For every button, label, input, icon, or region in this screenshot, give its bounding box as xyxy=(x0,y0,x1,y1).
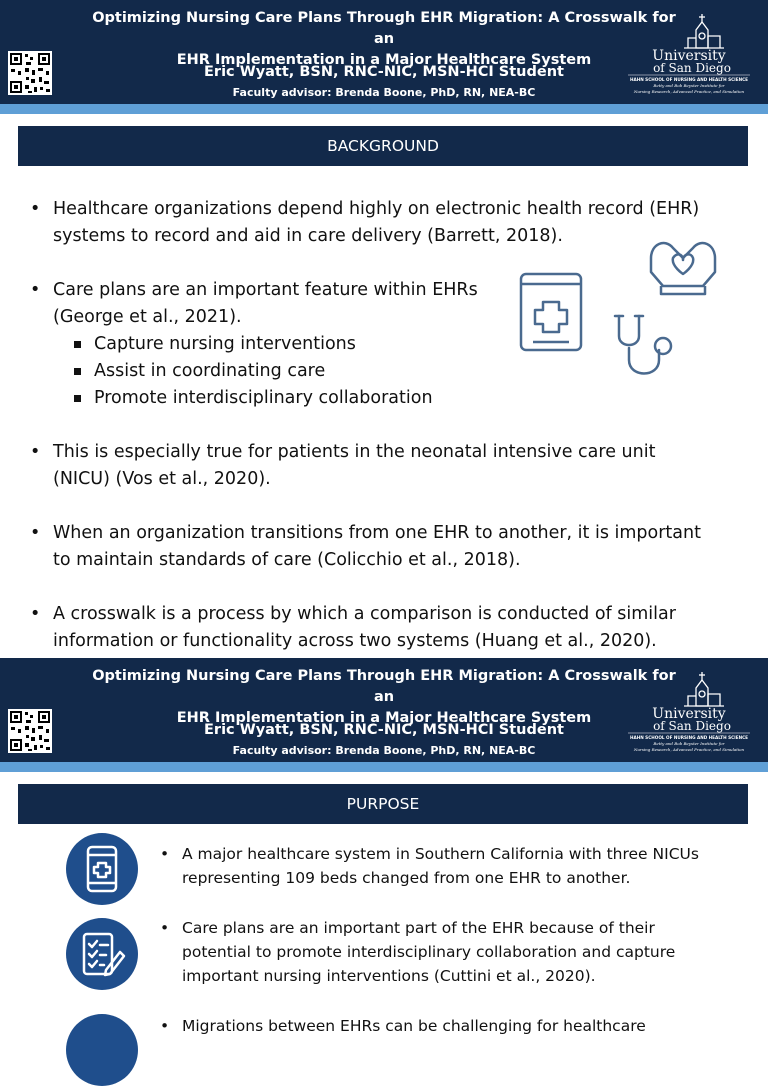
square-bullet xyxy=(74,368,81,375)
bullet-text: Healthcare organizations depend highly on electronic health record (EHR) xyxy=(53,199,700,219)
stethoscope-icon xyxy=(615,316,671,374)
bullet-dot: • xyxy=(30,280,41,300)
bullet-text: to maintain standards of care (Colicchio et al., 2018). xyxy=(53,550,521,570)
bullet-dot: • xyxy=(30,199,41,219)
poster-header xyxy=(0,658,768,762)
bullet-text: Care plans are an important feature within EHRs xyxy=(53,280,478,300)
checklist-pen-icon xyxy=(66,918,138,990)
transfer-icon xyxy=(66,1014,138,1086)
bullet-dot: • xyxy=(30,604,41,624)
header-stripe xyxy=(0,762,768,772)
square-bullet xyxy=(74,341,81,348)
sub-bullet-text: Promote interdisciplinary collaboration xyxy=(94,388,433,408)
header-stripe xyxy=(0,104,768,114)
purpose-text xyxy=(160,916,740,988)
bullet-text: information or functionality across two systems (Huang et al., 2020). xyxy=(53,631,657,651)
purpose-line: Migrations between EHRs can be challenging for healthcare xyxy=(182,1017,646,1035)
svg-text:HAHN SCHOOL OF NURSING AND HEA: HAHN SCHOOL OF NURSING AND HEALTH SCIENCE xyxy=(629,77,749,82)
purpose-text xyxy=(160,842,740,890)
bullet-text: This is especially true for patients in the neonatal intensive care unit xyxy=(53,442,656,462)
sub-bullet-text: Assist in coordinating care xyxy=(94,361,326,381)
bullet-text: (NICU) (Vos et al., 2020). xyxy=(53,469,271,489)
purpose-line: representing 109 beds changed from one EHR to another. xyxy=(182,869,631,887)
bullet-text: systems to record and aid in care delivery (Barrett, 2018). xyxy=(53,226,563,246)
svg-text:Nursing Research, Advanced Pra: Nursing Research, Advanced Practice, and Simulation xyxy=(633,89,745,94)
svg-text:Nursing Research, Advanced Pra: Nursing Research, Advanced Practice, and Simulation xyxy=(633,747,745,752)
university-logo xyxy=(624,666,754,754)
square-bullet xyxy=(74,395,81,402)
bullet-text: When an organization transitions from one EHR to another, it is important xyxy=(53,523,701,543)
sub-bullet-text: Capture nursing interventions xyxy=(94,334,356,354)
poster-title xyxy=(80,666,688,729)
svg-text:Betty and Bob Beyster Institut: Betty and Bob Beyster Institute for xyxy=(653,741,725,746)
qr-code-icon[interactable] xyxy=(8,51,52,95)
purpose-line: A major healthcare system in Southern California with three NICUs xyxy=(182,845,699,863)
bullet-text: (George et al., 2021). xyxy=(53,307,242,327)
medical-record-icon xyxy=(521,274,581,350)
svg-text:Betty and Bob Beyster Institut: Betty and Bob Beyster Institute for xyxy=(653,83,725,88)
list-item xyxy=(30,439,730,493)
bullet-dot: • xyxy=(30,442,41,462)
svg-text:of San Diego: of San Diego xyxy=(653,719,731,733)
title-line-1: Optimizing Nursing Care Plans Through EHR Migration: A Crosswalk for an xyxy=(92,668,676,705)
bullet-text: A crosswalk is a process by which a comparison is conducted of similar xyxy=(53,604,676,624)
list-item xyxy=(30,520,730,574)
purpose-heading: PURPOSE xyxy=(18,784,748,824)
university-logo xyxy=(624,8,754,96)
qr-code-icon[interactable] xyxy=(8,709,52,753)
bullet-dot: • xyxy=(30,523,41,543)
purpose-line: important nursing interventions (Cuttini et al., 2020). xyxy=(182,967,596,985)
title-line-2: EHR Implementation in a Major Healthcare System xyxy=(176,710,592,726)
author-name: Eric Wyatt, BSN, RNC-NIC, MSN-HCI Student xyxy=(204,64,564,80)
svg-text:HAHN SCHOOL OF NURSING AND HEA: HAHN SCHOOL OF NURSING AND HEALTH SCIENCE xyxy=(629,735,749,740)
svg-text:University: University xyxy=(652,48,726,64)
svg-text:of San Diego: of San Diego xyxy=(653,61,731,75)
purpose-line: Care plans are an important part of the EHR because of their xyxy=(182,919,655,937)
faculty-advisor: Faculty advisor: Brenda Boone, PhD, RN, NEA-BC xyxy=(232,86,536,99)
tablet-medical-icon xyxy=(66,833,138,905)
health-icons-group xyxy=(515,232,725,392)
author-name: Eric Wyatt, BSN, RNC-NIC, MSN-HCI Student xyxy=(204,722,564,738)
bullet-dot: • xyxy=(160,919,170,937)
faculty-advisor: Faculty advisor: Brenda Boone, PhD, RN, NEA-BC xyxy=(232,744,536,757)
heart-hands-icon xyxy=(651,243,715,294)
background-heading: BACKGROUND xyxy=(18,126,748,166)
bullet-dot: • xyxy=(160,845,170,863)
purpose-text xyxy=(160,1014,740,1038)
bullet-dot: • xyxy=(160,1017,170,1035)
list-item xyxy=(30,601,730,655)
purpose-line: potential to promote interdisciplinary collaboration and capture xyxy=(182,943,676,961)
poster-title xyxy=(80,8,688,71)
title-line-2: EHR Implementation in a Major Healthcare System xyxy=(176,52,592,68)
title-line-1: Optimizing Nursing Care Plans Through EHR Migration: A Crosswalk for an xyxy=(92,10,676,47)
poster-header xyxy=(0,0,768,104)
svg-text:University: University xyxy=(652,706,726,722)
